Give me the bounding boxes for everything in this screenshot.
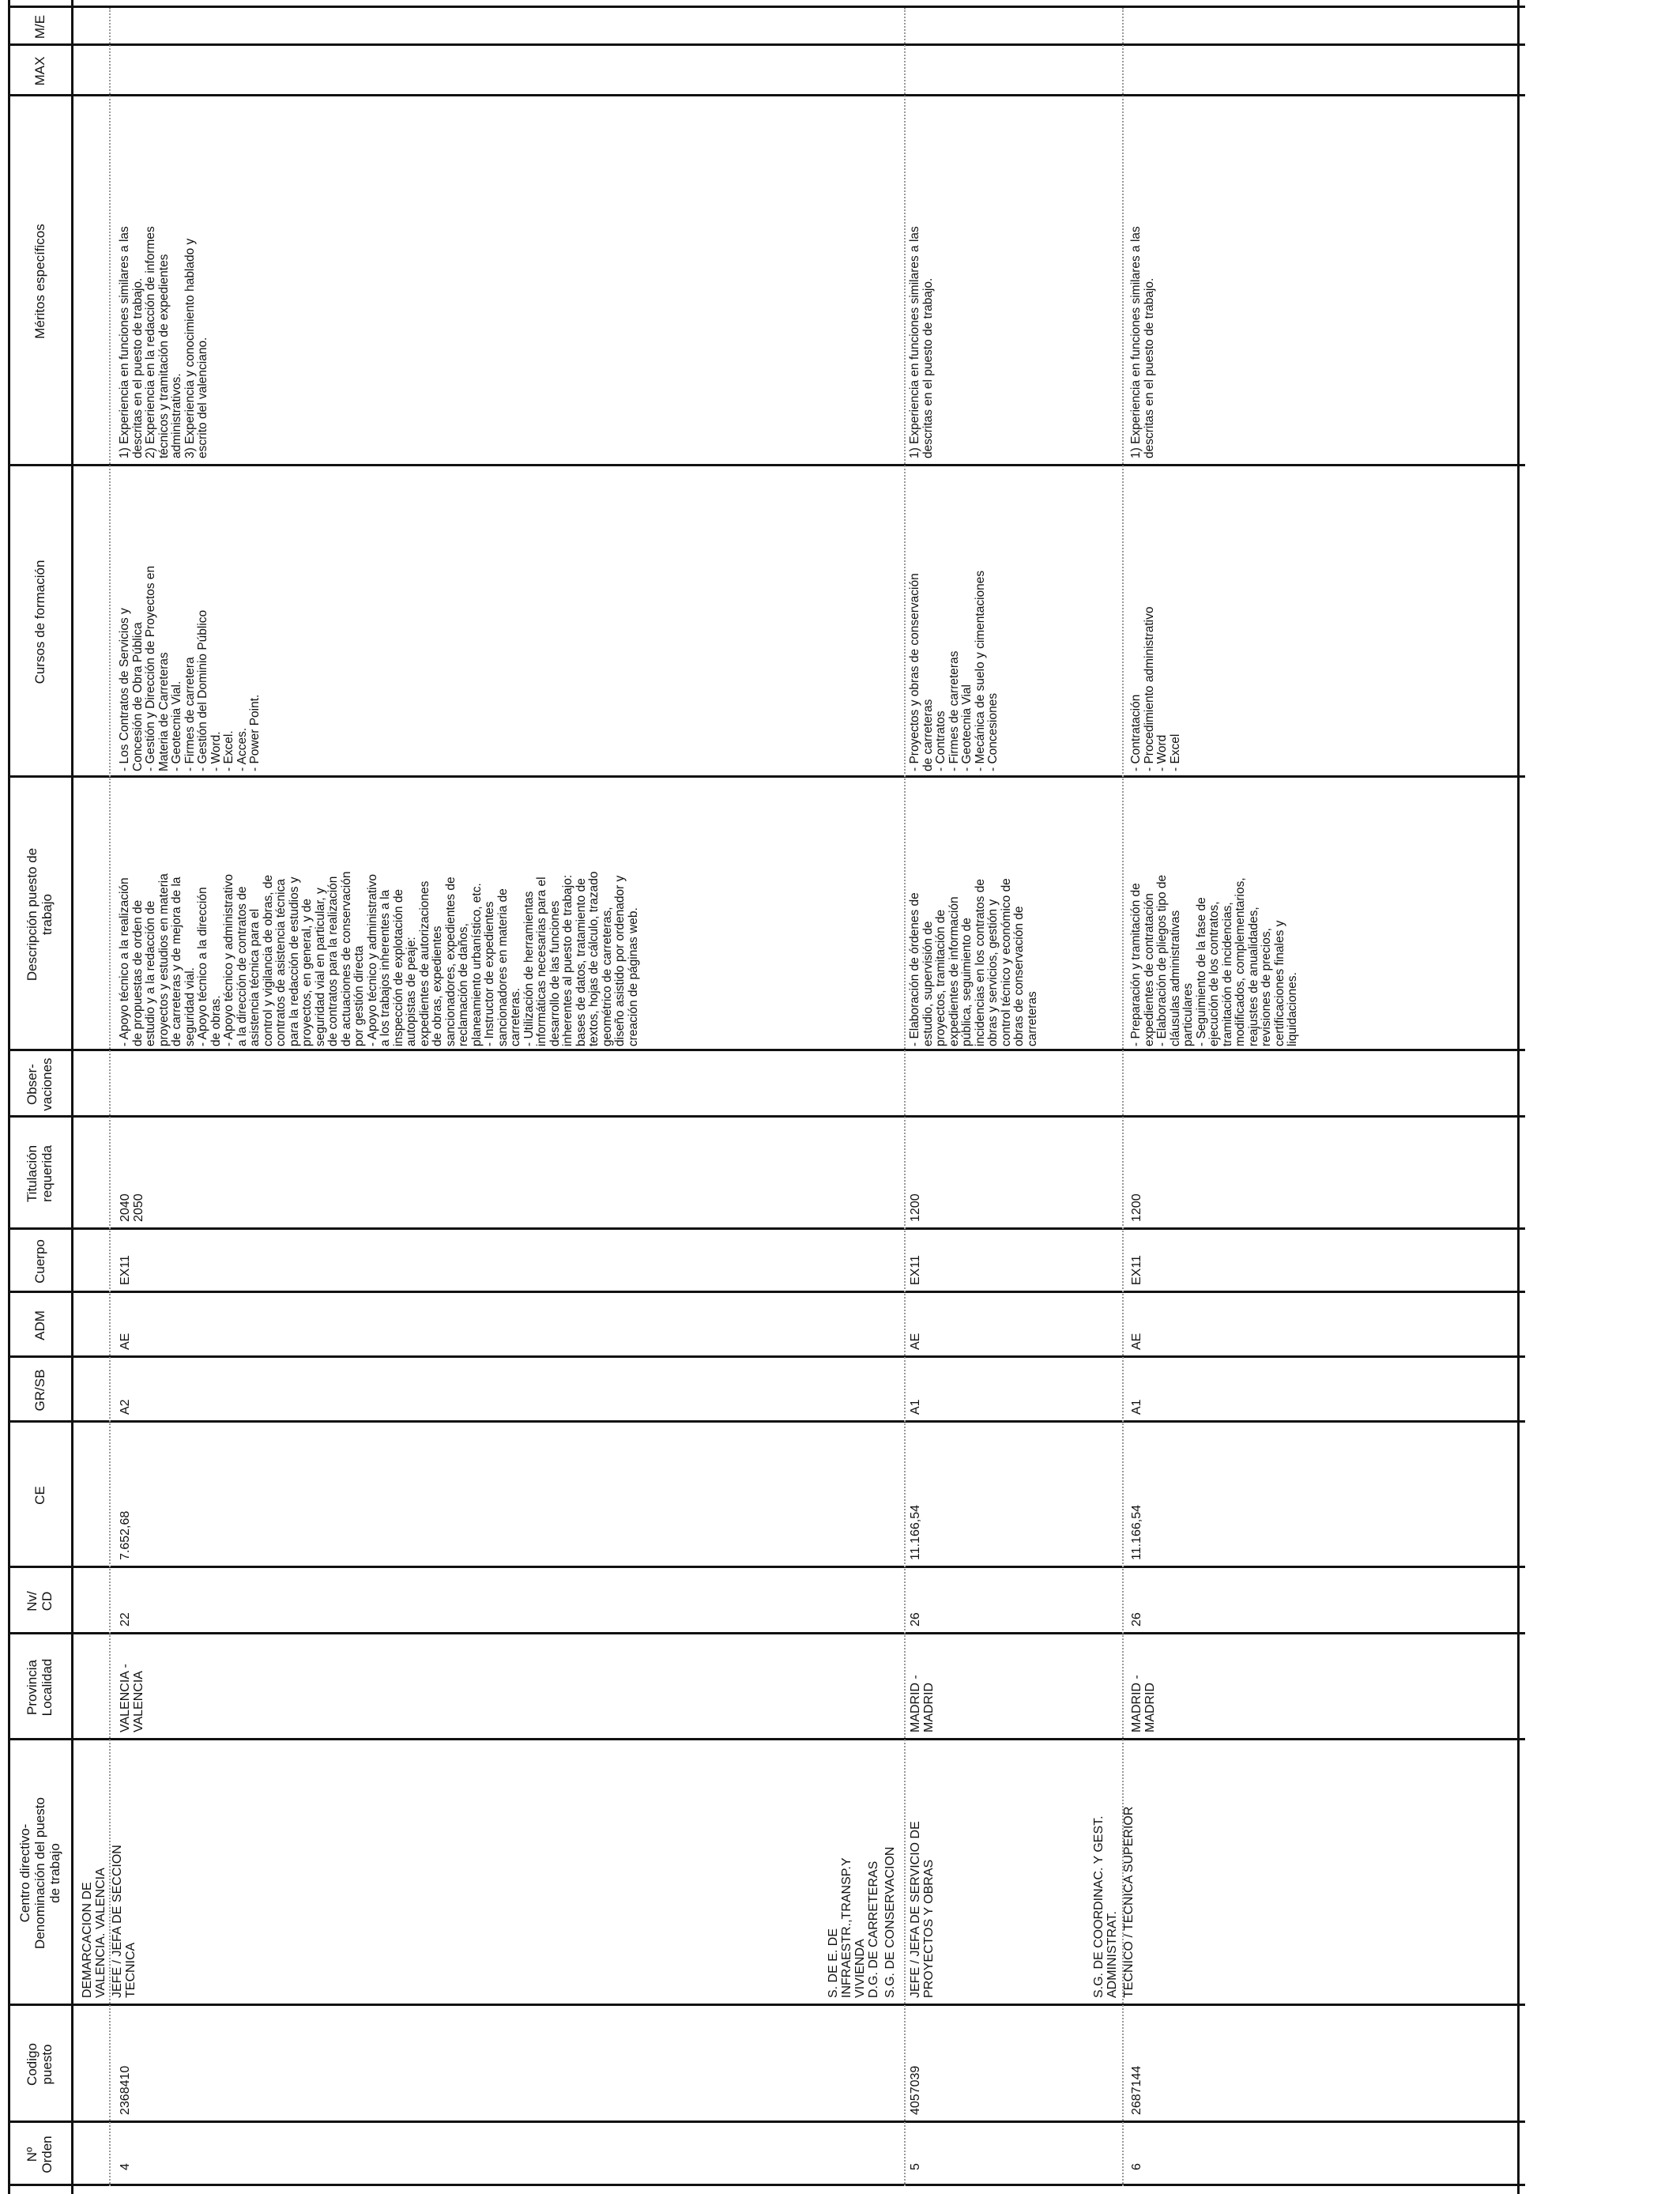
row-5-ce: 11.166,54 (909, 1505, 922, 1560)
row-5-nivel: 26 (909, 1612, 922, 1627)
col-sep-right (8, 6, 1525, 8)
row-4-titulacion: 2040 2050 (119, 1193, 145, 1222)
row-6-cursos: - Contratación - Procedimiento administrativo - Word - Excel (1129, 606, 1182, 771)
header-orden: Nº Orden (24, 2136, 55, 2173)
group-label-sede: S. DE E. DE INFRAESTR.,TRANSP.Y VIVIENDA D.G. DE CARRETERAS (827, 1857, 880, 1998)
row-6-provincia: MADRID - MADRID (1130, 1675, 1157, 1732)
col-sep-centro (8, 1738, 1525, 1740)
header-titulacion: Titulación requerida (24, 1144, 55, 1203)
header-observaciones: Obser- vaciones (24, 1057, 55, 1111)
group-label-coordinacion: S.G. DE COORDINAC. Y GEST. ADMINISTRAT. (1092, 1815, 1119, 1998)
header-ce: CE (32, 1486, 47, 1505)
row-5-denominacion: JEFE / JEFA DE SERVICIO DE PROYECTOS Y OBRAS (909, 1821, 936, 1998)
row-6-descripcion: - Preparación y tramitación de expedientes de contratación - Elaboración de pliegos tipo de cláusulas administrativas particulares - Seguimiento de la fase de ejecución de los contratos, tramitación de incidencias, modificados, complementarios, reajustes de anualidades, revisiones de precios, certificaciones finales y liquidaciones. (1129, 874, 1299, 1046)
row-5-meritos: 1) Experiencia en funciones similares a las descritas en el puesto de trabajo. (908, 226, 935, 458)
row-4-cursos: - Los Contratos de Servicios y Concesión de Obra Pública - Gestión y Dirección de Proyectos en Materia de Carreteras - Geotecnia Vial. - Firmes de carretera - Gestión del Dominio Público - Word. - Excel. - Acces. - Power Point. (118, 565, 262, 771)
row-4-meritos: 1) Experiencia en funciones similares a las descritas en el puesto de trabajo. 2) Experiencia en la redacción de informes técnicos y tramitación de expedientes administrativos. 3) Experiencia y conocimiento hablado y escrito del valenciano. (118, 226, 209, 458)
header-nivel: Nv/ CD (24, 1591, 55, 1612)
row-6-grsb: A1 (1130, 1399, 1143, 1415)
row-4-nivel: 22 (119, 1612, 132, 1627)
col-sep-codigo (8, 2004, 1525, 2006)
header-centro: Centro directivo- Denominación del puesto de trabajo (17, 1797, 62, 1949)
row-4-ce: 7.652,68 (119, 1510, 132, 1560)
row-4-provincia: VALENCIA - VALENCIA (119, 1664, 145, 1732)
col-sep-nivel (8, 1566, 1525, 1568)
row-6-orden: 6 (1130, 2163, 1143, 2170)
row-6-denominacion: TECNICO / TECNICA SUPERIOR (1122, 1806, 1136, 1998)
col-sep-provincia (8, 1632, 1525, 1634)
row-4-denominacion: JEFE / JEFA DE SECCION TECNICA (111, 1845, 137, 1998)
col-sep-meritos (8, 94, 1525, 96)
group-label-conservacion: S.G. DE CONSERVACION (883, 1846, 897, 1998)
col-sep-cursos (8, 464, 1525, 466)
row-6-ce: 11.166,54 (1130, 1505, 1143, 1560)
col-sep-left (8, 2184, 1525, 2186)
header-grsb: GR/SB (32, 1369, 47, 1412)
header-me: M/E (32, 14, 47, 40)
row-4-adm: AE (119, 1333, 132, 1350)
header-descripcion: Descripción puesto de trabajo (24, 847, 55, 982)
header-provincia: Provincia Localidad (24, 1658, 55, 1717)
row-4-descripcion: - Apoyo técnico a la realización de propuestas de orden de estudio y a la redacción de proyectos y estudios en materia de carreteras y de mejora de la seguridad vial. - Apoyo técnico a la dirección de obras. - Apoyo técnico y administrativo a la dirección de contratos de asistencia técnica para el control y vigilancia de obras, de contratos de asistencia técnica para la redacción de estudios y proyectos, en general, y de seguridad vial en particular, y de contratos para la realización de actuaciones de conservación por gestión directa - Apoyo técnico y administrativo a los trabajos inherentes a la inspección de explotación de autopistas de peaje: expedientes de autorizaciones de obras, expedientes sancionadores, expedientes de reclamación de daños, planeamiento urbanístico, etc. - Instructor de expedientes sancionadores en materia de carreteras. - Utilización de herramientas informáticas necesarias para el desarrollo de las funciones inherentes al puesto de trabajo: bases de datos, tratamiento de textos, hojas de cálculo, trazado geométrico de carreteras, diseño asistido por ordenador y creación de páginas web. (118, 871, 640, 1046)
row-6-codigo: 2687144 (1130, 2065, 1143, 2115)
header-bottom-border (71, 0, 73, 2194)
row-4-cuerpo: EX11 (119, 1255, 132, 1285)
col-sep-adm (8, 1291, 1525, 1293)
col-sep-observaciones (8, 1049, 1525, 1051)
row-5-titulacion: 1200 (909, 1193, 922, 1222)
header-adm: ADM (32, 1310, 47, 1340)
row-5-grsb: A1 (909, 1399, 922, 1415)
row-5-codigo: 4057039 (909, 2065, 922, 2115)
row-6-cuerpo: EX11 (1130, 1255, 1143, 1285)
col-sep-orden (8, 2120, 1525, 2123)
row-6-titulacion: 1200 (1130, 1193, 1143, 1222)
col-sep-grsb (8, 1355, 1525, 1358)
header-meritos: Méritos específicos (32, 224, 47, 339)
row-5-cuerpo: EX11 (909, 1255, 922, 1285)
header-max: MAX (32, 56, 47, 86)
col-sep-descripcion (8, 775, 1525, 778)
row-5-orden: 5 (909, 2163, 922, 2170)
row-6-nivel: 26 (1130, 1612, 1143, 1627)
header-codigo: Codigo puesto (24, 2043, 55, 2086)
col-sep-titulacion (8, 1115, 1525, 1118)
row-5-descripcion: - Elaboración de órdenes de estudio, supervisión de proyectos, tramitación de expedientes de información pública, seguimiento de incidencias en los contratos de obras y servicios, gestión y control técnico y económico de obras de conservación de carreteras (908, 878, 1039, 1046)
header-cuerpo: Cuerpo (32, 1239, 47, 1284)
row-6-adm: AE (1130, 1333, 1143, 1350)
table-bottom-border (1517, 0, 1520, 2194)
col-sep-ce (8, 1420, 1525, 1423)
col-sep-cuerpo (8, 1227, 1525, 1230)
col-sep-max (8, 43, 1525, 46)
row-5-adm: AE (909, 1333, 922, 1350)
row-4-grsb: A2 (119, 1399, 132, 1415)
row-6-meritos: 1) Experiencia en funciones similares a las descritas en el puesto de trabajo. (1129, 226, 1156, 458)
row-4-codigo: 2368410 (119, 2065, 132, 2115)
header-cursos: Cursos de formación (32, 560, 47, 684)
row-5-cursos: - Proyectos y obras de conservación de carreteras - Contratos - Firmes de carreteras - Geotecnia Vial - Mecánica de suelo y cimentaciones - Concesiones (908, 570, 1000, 771)
row-guide-5 (904, 8, 906, 2186)
row-4-orden: 4 (119, 2163, 132, 2170)
row-5-provincia: MADRID - MADRID (909, 1675, 936, 1732)
group-label-demarcacion: DEMARCACION DE VALENCIA. VALENCIA (81, 1868, 107, 1998)
